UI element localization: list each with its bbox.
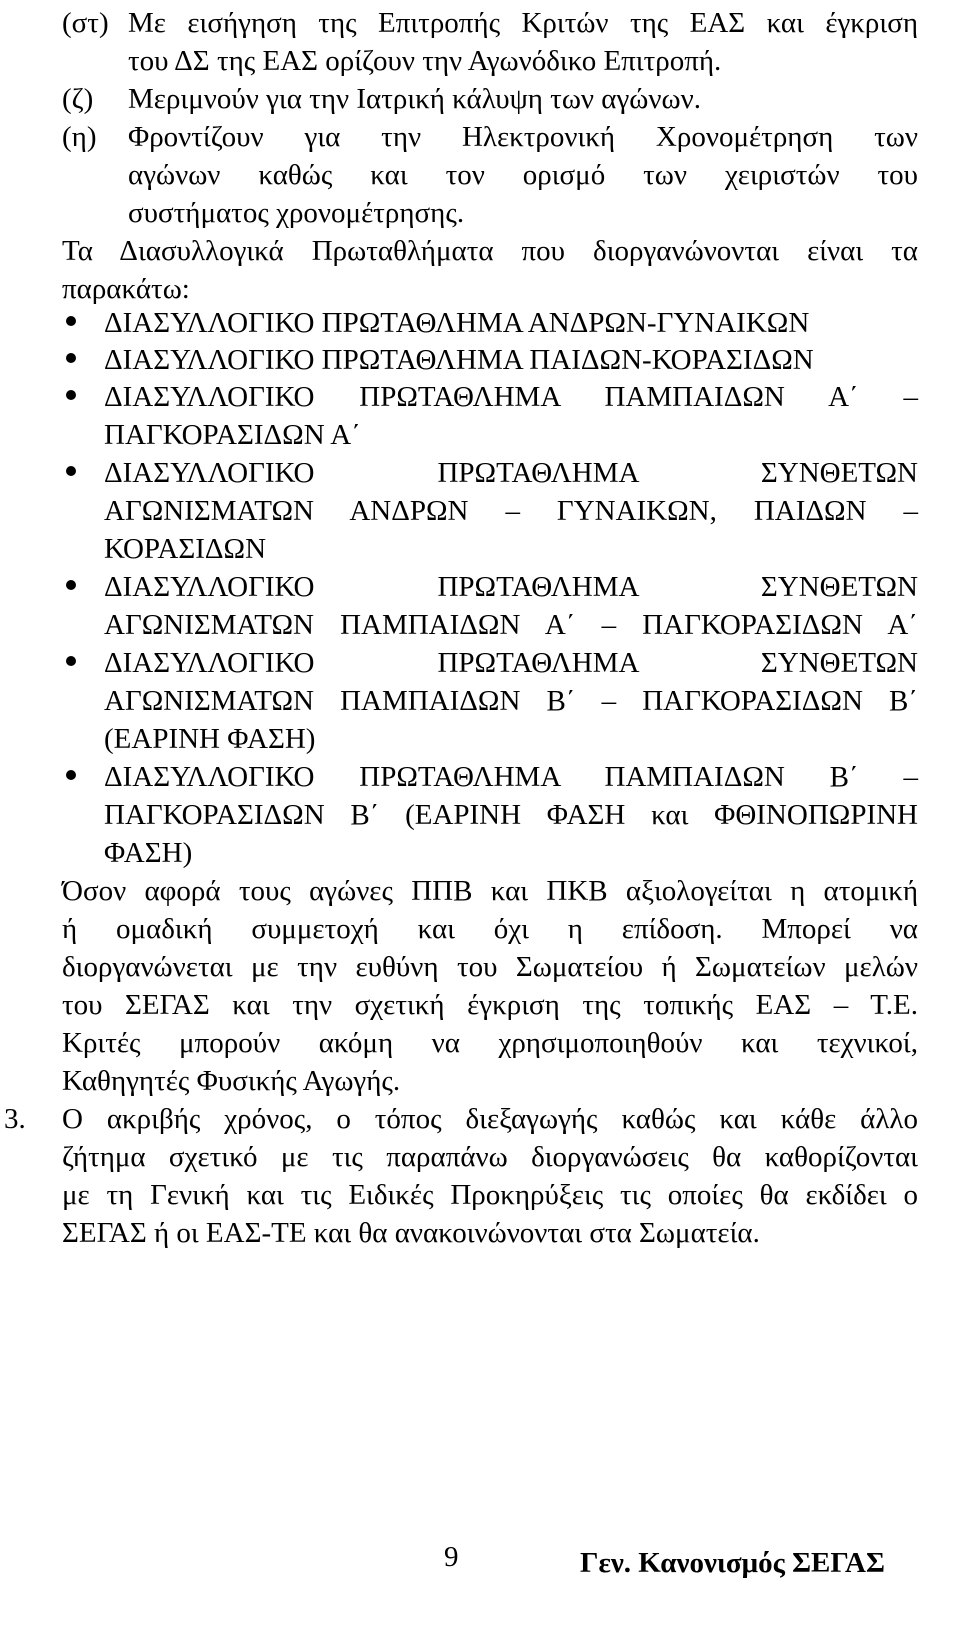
bullet-6-line-3: (ΕΑΡΙΝΗ ΦΑΣΗ) xyxy=(104,723,316,755)
paragraph-line-3: διοργανώνεται με την ευθύνη του Σωματείου ή Σωματείων μελών xyxy=(62,951,918,983)
item-3-line-2: ζήτημα σχετικό με τις παραπάνω διοργανώσεις θα καθορίζονται xyxy=(62,1141,918,1173)
bullet-icon xyxy=(66,466,76,476)
bullet-icon xyxy=(66,656,76,666)
bullet-5-line-1: ΔΙΑΣΥΛΛΟΓΙΚΟ ΠΡΩΤΑΘΛΗΜΑ ΣΥΝΘΕΤΩΝ xyxy=(104,571,918,603)
bullet-7-line-3: ΦΑΣΗ) xyxy=(104,837,193,869)
intro-line-1: Τα Διασυλλογικά Πρωταθλήματα που διοργανώνονται είναι τα xyxy=(62,235,918,267)
bullet-2-line-1: ΔΙΑΣΥΛΛΟΓΙΚΟ ΠΡΩΤΑΘΛΗΜΑ ΠΑΙΔΩΝ-ΚΟΡΑΣΙΔΩΝ xyxy=(104,344,814,376)
item-z-line-1: Μεριμνούν για την Ιατρική κάλυψη των αγώνων. xyxy=(128,83,701,115)
bullet-6-line-2: ΑΓΩΝΙΣΜΑΤΩΝ ΠΑΜΠΑΙΔΩΝ Β΄ – ΠΑΓΚΟΡΑΣΙΔΩΝ Β΄ xyxy=(104,685,918,717)
bullet-1-line-1: ΔΙΑΣΥΛΛΟΓΙΚΟ ΠΡΩΤΑΘΛΗΜΑ ΑΝΔΡΩΝ-ΓΥΝΑΙΚΩΝ xyxy=(104,307,810,339)
item-st-line-2: του ΔΣ της ΕΑΣ ορίζουν την Αγωνόδικο Επιτροπή. xyxy=(128,45,722,77)
bullet-4-line-1: ΔΙΑΣΥΛΛΟΓΙΚΟ ΠΡΩΤΑΘΛΗΜΑ ΣΥΝΘΕΤΩΝ xyxy=(104,457,918,489)
bullet-icon xyxy=(66,316,76,326)
bullet-3-line-1: ΔΙΑΣΥΛΛΟΓΙΚΟ ΠΡΩΤΑΘΛΗΜΑ ΠΑΜΠΑΙΔΩΝ Α΄ – xyxy=(104,381,918,413)
bullet-icon xyxy=(66,580,76,590)
paragraph-line-6: Καθηγητές Φυσικής Αγωγής. xyxy=(62,1065,401,1097)
item-3-line-4: ΣΕΓΑΣ ή οι ΕΑΣ-ΤΕ και θα ανακοινώνονται στα Σωματεία. xyxy=(62,1217,760,1249)
item-label-st: (στ) xyxy=(62,7,109,39)
page-number: 9 xyxy=(444,1541,459,1573)
bullet-7-line-2: ΠΑΓΚΟΡΑΣΙΔΩΝ Β΄ (ΕΑΡΙΝΗ ΦΑΣΗ και ΦΘΙΝΟΠΩΡΙΝΗ xyxy=(104,799,918,831)
bullet-7-line-1: ΔΙΑΣΥΛΛΟΓΙΚΟ ΠΡΩΤΑΘΛΗΜΑ ΠΑΜΠΑΙΔΩΝ Β΄ – xyxy=(104,761,918,793)
item-st-line-1: Με εισήγηση της Επιτροπής Κριτών της ΕΑΣ και έγκριση xyxy=(128,7,918,39)
item-label-i: (η) xyxy=(62,121,97,153)
item-3-line-3: με τη Γενική και τις Ειδικές Προκηρύξεις τις οποίες θα εκδίδει ο xyxy=(62,1179,918,1211)
bullet-3-line-2: ΠΑΓΚΟΡΑΣΙΔΩΝ Α΄ xyxy=(104,419,361,451)
bullet-5-line-2: ΑΓΩΝΙΣΜΑΤΩΝ ΠΑΜΠΑΙΔΩΝ Α΄ – ΠΑΓΚΟΡΑΣΙΔΩΝ Α΄ xyxy=(104,609,918,641)
paragraph-line-5: Κριτές μπορούν ακόμη να χρησιμοποιηθούν και τεχνικοί, xyxy=(62,1027,918,1059)
item-3-label: 3. xyxy=(4,1103,26,1135)
paragraph-line-1: Όσον αφορά τους αγώνες ΠΠΒ και ΠΚΒ αξιολογείται η ατομική xyxy=(62,875,918,907)
item-i-line-3: συστήματος χρονομέτρησης. xyxy=(128,197,465,229)
bullet-icon xyxy=(66,353,76,363)
footer-title: Γεν. Κανονισμός ΣΕΓΑΣ xyxy=(580,1547,885,1579)
bullet-icon xyxy=(66,770,76,780)
item-label-z: (ζ) xyxy=(62,83,94,115)
bullet-4-line-2: ΑΓΩΝΙΣΜΑΤΩΝ ΑΝΔΡΩΝ – ΓΥΝΑΙΚΩΝ, ΠΑΙΔΩΝ – xyxy=(104,495,918,527)
item-i-line-2: αγώνων καθώς και τον ορισμό των χειριστών του xyxy=(128,159,918,191)
item-3-line-1: Ο ακριβής χρόνος, ο τόπος διεξαγωγής καθώς και κάθε άλλο xyxy=(62,1103,918,1135)
bullet-6-line-1: ΔΙΑΣΥΛΛΟΓΙΚΟ ΠΡΩΤΑΘΛΗΜΑ ΣΥΝΘΕΤΩΝ xyxy=(104,647,918,679)
paragraph-line-4: του ΣΕΓΑΣ και την σχετική έγκριση της τοπικής ΕΑΣ – Τ.Ε. xyxy=(62,989,918,1021)
bullet-icon xyxy=(66,390,76,400)
paragraph-line-2: ή ομαδική συμμετοχή και όχι η επίδοση. Μπορεί να xyxy=(62,913,918,945)
bullet-4-line-3: ΚΟΡΑΣΙΔΩΝ xyxy=(104,533,267,565)
item-i-line-1: Φροντίζουν για την Ηλεκτρονική Χρονομέτρηση των xyxy=(128,121,918,153)
intro-line-2: παρακάτω: xyxy=(62,273,190,305)
